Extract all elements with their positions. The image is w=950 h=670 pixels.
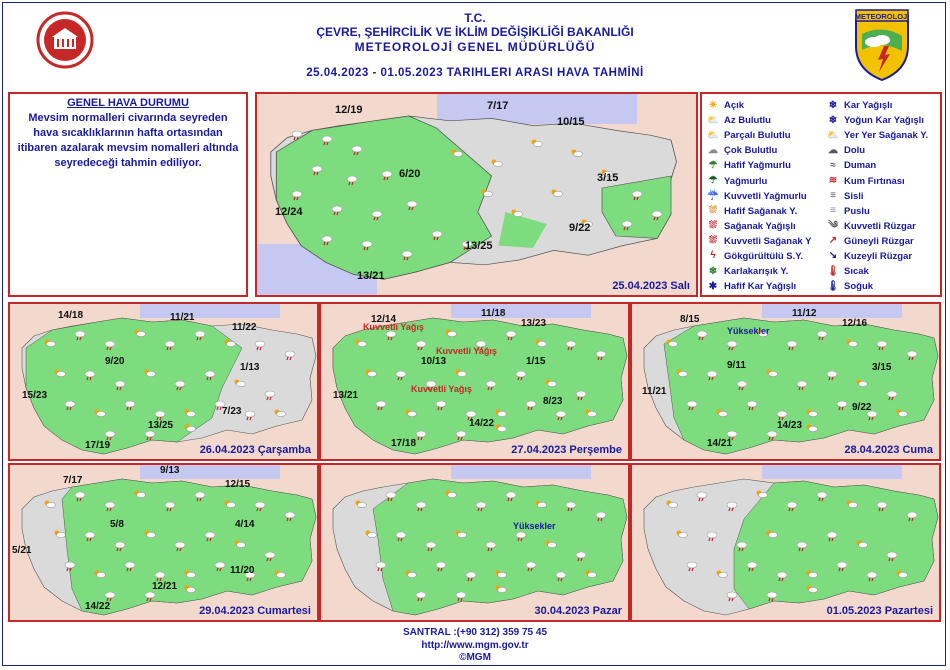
rain-icon: ☂ <box>708 175 718 187</box>
map-day-4 <box>630 302 941 461</box>
temp-label: 13/21 <box>357 270 385 282</box>
legend-item <box>826 279 928 294</box>
legend-item <box>826 113 928 128</box>
legend-item <box>826 234 928 249</box>
map-day-2 <box>8 302 319 461</box>
temp-label: 11/20 <box>230 565 255 576</box>
south-wind-icon: ↗ <box>828 235 838 247</box>
temp-label: 11/12 <box>792 308 817 319</box>
legend-label: Kuvvetli Rüzgar <box>844 220 916 232</box>
thunder-shower-icon: ϟ <box>710 250 716 262</box>
legend-label: Sağanak Yağışlı <box>724 220 796 232</box>
map-day-7 <box>630 463 941 622</box>
temp-label: 13/25 <box>148 420 174 431</box>
temp-label: 12/21 <box>152 581 178 592</box>
legend-item <box>826 128 928 143</box>
map-annotation: Yüksekler <box>513 521 556 531</box>
legend-item <box>826 249 928 264</box>
legend-item <box>826 173 928 188</box>
legend-item <box>706 219 811 234</box>
temp-label: 4/14 <box>235 519 255 530</box>
legend-item <box>706 113 811 128</box>
legend-item <box>706 143 811 158</box>
legend-label: Kuzeyli Rüzgar <box>844 250 913 262</box>
shower-icon: ⛆ <box>709 220 717 232</box>
sandstorm-icon: ≋ <box>828 175 838 187</box>
legend-item <box>826 219 928 234</box>
heavy-shower-icon: ⛆ <box>709 235 717 247</box>
legend-column-1 <box>706 98 811 294</box>
temp-label: 11/21 <box>170 312 195 323</box>
temp-label: 7/17 <box>487 100 509 112</box>
map-date: 25.04.2023 Salı <box>612 280 690 292</box>
legend-item <box>706 173 811 188</box>
sleet-icon: ❄ <box>708 265 718 277</box>
partly-cloudy-icon: ⛅ <box>706 129 720 141</box>
temp-label: 13/25 <box>465 240 493 252</box>
temp-label: 12/15 <box>225 479 251 490</box>
header-directorate: METEOROLOJİ GENEL MÜDÜRLÜĞÜ <box>354 40 596 54</box>
header-line-1: T.C. <box>464 11 486 25</box>
map-date: 28.04.2023 Cuma <box>844 444 933 456</box>
legend-item <box>706 264 811 279</box>
temp-label: 13/21 <box>333 390 359 401</box>
legend-label: Puslu <box>844 205 870 217</box>
legend-label: Dolu <box>844 145 866 157</box>
map-date: 27.04.2023 Perşembe <box>511 444 622 456</box>
temp-label: 1/15 <box>526 356 546 367</box>
map-date: 29.04.2023 Cumartesi <box>199 605 311 617</box>
legend-label: Hafif Sağanak Y. <box>724 205 798 217</box>
temp-label: 7/23 <box>222 406 242 417</box>
hot-icon: 🌡 <box>826 265 840 277</box>
smoke-icon: ≈ <box>830 159 836 171</box>
temp-label: 14/18 <box>58 310 84 321</box>
legend-item <box>826 158 928 173</box>
temp-label: 9/11 <box>727 360 746 371</box>
temp-label: 12/14 <box>371 314 397 325</box>
map-annotation: Kuvvetli Yağış <box>411 384 472 394</box>
footer-phone: SANTRAL :(+90 312) 359 75 45 <box>402 627 548 638</box>
light-shower-icon: ⛆ <box>709 205 717 217</box>
map-day-1 <box>255 92 698 297</box>
temp-label: 5/21 <box>12 545 32 556</box>
legend-label: Az Bulutlu <box>724 115 771 127</box>
legend-label: Güneyli Rüzgar <box>844 235 914 247</box>
general-weather-text: Mevsim normalleri civarında seyreden hava sıcaklıklarının hafta ortasından itibaren azalarak mevsim nomalleri altında seyredeceği tahmin ediliyor. <box>17 112 239 169</box>
legend-label: Kuvvetli Yağmurlu <box>724 190 807 202</box>
legend-label: Sisli <box>844 190 864 202</box>
temp-label: 17/19 <box>85 440 111 451</box>
snow-icon: ❄ <box>828 99 838 111</box>
map-annotation: Kuvvetli Yağış <box>363 322 424 332</box>
sun-small-cloud-icon: ⛅ <box>706 114 720 126</box>
temp-label: 11/21 <box>642 386 667 397</box>
temp-label: 1/13 <box>240 362 260 373</box>
legend-item <box>826 189 928 204</box>
temp-label: 17/18 <box>391 438 417 449</box>
general-weather-panel <box>8 92 248 297</box>
legend-label: Karlakarışık Y. <box>724 266 789 278</box>
mist-icon: ≡ <box>830 205 836 217</box>
legend-label: Gökgürültülü S.Y. <box>724 250 804 262</box>
temp-label: 10/13 <box>421 356 447 367</box>
heavy-snow-icon: ❄ <box>828 114 838 126</box>
legend-item <box>706 189 811 204</box>
legend-panel <box>700 92 942 297</box>
legend-label: Yağmurlu <box>724 175 768 187</box>
legend-label: Yoğun Kar Yağışlı <box>844 115 924 127</box>
legend-item <box>706 98 811 113</box>
temp-label: 9/13 <box>160 465 180 476</box>
footer-website[interactable]: http://www.mgm.gov.tr <box>421 640 529 651</box>
header-forecast-range: 25.04.2023 - 01.05.2023 TARIHLERI ARASI HAVA TAHMİNİ <box>306 67 644 79</box>
legend-item <box>826 98 928 113</box>
temp-label: 6/20 <box>399 168 421 180</box>
legend-item <box>706 279 811 294</box>
strong-wind-icon: ༄ <box>828 220 838 232</box>
temp-label: 3/15 <box>872 362 892 373</box>
legend-label: Kar Yağışlı <box>844 100 893 112</box>
cold-icon: 🌡 <box>826 280 840 292</box>
svg-text:METEOROLOJİ: METEOROLOJİ <box>854 12 910 21</box>
heavy-rain-icon: ☔ <box>706 190 720 202</box>
legend-label: Hafif Kar Yağışlı <box>724 281 797 293</box>
map-day-5 <box>8 463 319 622</box>
legend-item <box>706 158 811 173</box>
temp-label: 3/15 <box>597 172 619 184</box>
legend-label: Kum Fırtınası <box>844 175 905 187</box>
cloudy-icon: ☁ <box>708 144 718 156</box>
legend-item <box>706 204 811 219</box>
temp-label: 9/22 <box>852 402 872 413</box>
legend-item <box>706 128 811 143</box>
legend-item <box>826 143 928 158</box>
temp-label: 12/16 <box>842 318 868 329</box>
map-date: 26.04.2023 Çarşamba <box>199 444 311 456</box>
legend-item <box>706 234 811 249</box>
legend-label: Sıcak <box>844 266 869 278</box>
temp-label: 9/20 <box>105 356 125 367</box>
map-day-6 <box>319 463 630 622</box>
scattered-shower-icon: ⛅ <box>826 129 840 141</box>
temp-label: 14/22 <box>85 601 111 612</box>
temp-label: 13/23 <box>521 318 547 329</box>
temp-label: 15/23 <box>22 390 48 401</box>
legend-label: Yer Yer Sağanak Y. <box>844 130 929 142</box>
legend-label: Parçalı Bulutlu <box>724 130 791 142</box>
light-rain-icon: ☂ <box>708 159 718 171</box>
temp-label: 5/8 <box>110 519 124 530</box>
legend-label: Açık <box>724 100 745 112</box>
temp-label: 14/22 <box>469 418 495 429</box>
legend-label: Kuvvetli Sağanak Y <box>724 235 812 247</box>
temp-label: 12/19 <box>335 104 363 116</box>
legend-column-2 <box>826 98 928 294</box>
hail-icon: ☁ <box>828 144 838 156</box>
map-day-3 <box>319 302 630 461</box>
legend-label: Soğuk <box>844 281 874 293</box>
temp-label: 11/18 <box>481 308 506 319</box>
map-annotation: Yüksekler <box>727 326 770 336</box>
legend-item <box>826 204 928 219</box>
temp-label: 14/23 <box>777 420 803 431</box>
north-wind-icon: ↘ <box>828 250 838 262</box>
temp-label: 14/21 <box>707 438 733 449</box>
legend-label: Duman <box>844 160 877 172</box>
temp-label: 12/24 <box>275 206 303 218</box>
fog-icon: ≡ <box>830 190 836 202</box>
temp-label: 11/22 <box>232 322 257 333</box>
light-snow-icon: ✱ <box>708 280 718 292</box>
legend-item <box>826 264 928 279</box>
legend-item <box>706 249 811 264</box>
general-weather-title: GENEL HAVA DURUMU <box>67 97 189 109</box>
header-ministry: ÇEVRE, ŞEHİRCİLİK VE İKLİM DEĞİŞİKLİĞİ BAKANLIĞI <box>316 25 634 39</box>
map-date: 01.05.2023 Pazartesi <box>826 605 933 617</box>
map-date: 30.04.2023 Pazar <box>534 605 622 617</box>
temp-label: 10/15 <box>557 116 585 128</box>
sun-icon: ☀ <box>708 99 718 111</box>
map-annotation: Kuvvetli Yağış <box>436 346 497 356</box>
temp-label: 8/23 <box>543 396 563 407</box>
legend-label: Çok Bulutlu <box>724 145 778 157</box>
temp-label: 7/17 <box>63 475 83 486</box>
temp-label: 9/22 <box>569 222 591 234</box>
legend-label: Hafif Yağmurlu <box>724 160 791 172</box>
temp-label: 8/15 <box>680 314 700 325</box>
footer-copyright: ©MGM <box>459 652 491 663</box>
